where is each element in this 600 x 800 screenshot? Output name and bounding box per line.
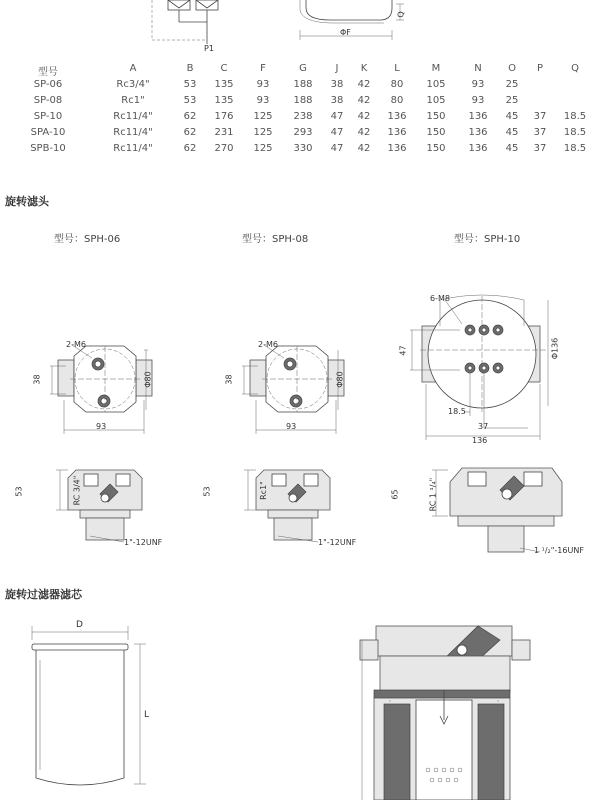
table-cell: 136	[468, 111, 488, 122]
table-cell: 62	[183, 127, 197, 138]
assembly-section-drawing	[360, 626, 530, 800]
table-cell: 45	[505, 143, 519, 154]
table-cell: 37	[533, 127, 547, 138]
thread-label: 1 ¹/₂"-16UNF	[534, 546, 584, 555]
spec-table	[0, 60, 600, 156]
table-cell: 42	[357, 111, 371, 122]
table-cell: 135	[214, 95, 234, 106]
table-cell: SP-06	[33, 79, 63, 90]
table-cell: 135	[214, 79, 234, 90]
thread-label: 1"-12UNF	[124, 538, 163, 547]
width-dimension: 93	[96, 422, 107, 431]
table-cell: 45	[505, 111, 519, 122]
table-cell: 18.5	[563, 143, 587, 154]
table-cell: 47	[330, 111, 344, 122]
table-cell: 150	[426, 111, 446, 122]
height-dimension: 38	[32, 374, 42, 385]
sph10-side-view	[432, 468, 562, 552]
table-cell: 125	[253, 143, 273, 154]
cartridge-diameter-label: D	[76, 620, 83, 630]
model-label-sph10: 型号：SPH-10	[454, 234, 521, 245]
diameter-label-f: ΦF	[340, 28, 351, 37]
table-cell: 188	[293, 95, 313, 106]
table-cell: 37	[533, 143, 547, 154]
diameter-dimension: Φ80	[143, 371, 153, 388]
header-c: C	[220, 63, 228, 74]
header-l: L	[394, 63, 400, 74]
table-cell: 18.5	[563, 111, 587, 122]
model-label-sph08: 型号：SPH-08	[242, 234, 309, 245]
table-cell: 136	[468, 143, 488, 154]
sph08-top-view	[242, 345, 344, 434]
table-cell: 270	[214, 143, 234, 154]
sph06-top-view	[50, 345, 152, 434]
table-cell: 38	[330, 95, 344, 106]
header-g: G	[299, 63, 307, 74]
port-label: RC 3/4"	[72, 475, 82, 506]
table-cell: Rc11/4"	[113, 143, 153, 154]
screw-label: 6-M8	[430, 294, 450, 303]
table-cell: 62	[183, 111, 197, 122]
top-schematic	[152, 0, 218, 44]
offset-dimension-b: 37	[478, 422, 489, 431]
header-m: M	[431, 63, 441, 74]
header-model: 型号	[38, 67, 58, 78]
table-cell: 150	[426, 127, 446, 138]
height-dimension: 38	[224, 374, 234, 385]
table-row	[0, 124, 600, 140]
screw-label: 2-M6	[66, 340, 86, 349]
table-cell: 80	[390, 95, 404, 106]
diameter-dimension: Φ80	[335, 371, 345, 388]
width-dimension: 93	[286, 422, 297, 431]
header-a: A	[129, 63, 137, 74]
table-cell: SP-10	[33, 111, 63, 122]
table-cell: 25	[505, 79, 519, 90]
dimension-label-q: Q	[396, 11, 406, 18]
cartridge-length-label: L	[144, 710, 150, 720]
table-cell: 42	[357, 79, 371, 90]
table-cell: 176	[214, 111, 234, 122]
header-f: F	[260, 63, 266, 74]
table-row	[0, 140, 600, 156]
sph08-side-view	[244, 470, 330, 542]
table-cell: 293	[293, 127, 313, 138]
side-height-dimension: 53	[14, 486, 24, 497]
header-p: P	[536, 63, 544, 74]
table-cell: 93	[256, 95, 270, 106]
thread-label: 1"-12UNF	[318, 538, 357, 547]
table-cell: 45	[505, 127, 519, 138]
header-n: N	[474, 63, 482, 74]
diameter-dimension: Φ136	[550, 337, 560, 360]
table-cell: 80	[390, 79, 404, 90]
table-row	[0, 108, 600, 124]
table-cell: 42	[357, 127, 371, 138]
table-row	[0, 76, 600, 92]
model-label-sph06: 型号：SPH-06	[54, 234, 121, 245]
offset-dimension-a: 18.5	[448, 407, 466, 416]
port-label: RC 1 ¹/₄"	[428, 477, 438, 512]
cartridge-drawing	[32, 626, 146, 785]
header-q: Q	[571, 63, 579, 74]
table-cell: 136	[468, 127, 488, 138]
table-cell: 53	[183, 79, 197, 90]
table-cell: 93	[256, 79, 270, 90]
header-o: O	[508, 63, 516, 74]
port-label: Rc1"	[258, 481, 268, 500]
table-cell: SPA-10	[30, 127, 66, 138]
header-b: B	[186, 63, 194, 74]
table-cell: 37	[533, 111, 547, 122]
header-j: J	[335, 63, 339, 74]
screw-label: 2-M6	[258, 340, 278, 349]
table-cell: 25	[505, 95, 519, 106]
table-cell: 42	[357, 95, 371, 106]
table-cell: 330	[293, 143, 313, 154]
table-row	[0, 92, 600, 108]
table-cell: SP-08	[33, 95, 63, 106]
section-title-cartridge: 旋转过滤器滤芯	[5, 588, 82, 601]
table-cell: 231	[214, 127, 234, 138]
sph06-side-view	[56, 470, 142, 542]
table-cell: 238	[293, 111, 313, 122]
side-height-dimension: 53	[202, 486, 212, 497]
table-cell: 188	[293, 79, 313, 90]
height-dimension: 47	[398, 345, 408, 356]
table-cell: 136	[387, 111, 407, 122]
top-housing-drawing	[300, 0, 404, 40]
sph10-top-view	[410, 295, 548, 440]
table-cell: Rc11/4"	[113, 127, 153, 138]
table-cell: Rc1"	[121, 95, 145, 106]
table-cell: 47	[330, 143, 344, 154]
table-cell: 53	[183, 95, 197, 106]
table-cell: 136	[387, 127, 407, 138]
port-label-p1: P1	[204, 44, 214, 53]
table-cell: 105	[426, 79, 446, 90]
section-title-heads: 旋转滤头	[5, 195, 49, 208]
table-cell: 125	[253, 111, 273, 122]
table-cell: 150	[426, 143, 446, 154]
table-cell: Rc3/4"	[116, 79, 150, 90]
table-cell: 62	[183, 143, 197, 154]
table-cell: Rc11/4"	[113, 111, 153, 122]
table-cell: 93	[471, 95, 485, 106]
table-cell: 105	[426, 95, 446, 106]
table-header-row	[0, 60, 600, 76]
table-cell: 93	[471, 79, 485, 90]
table-cell: 47	[330, 127, 344, 138]
table-cell: 125	[253, 127, 273, 138]
table-cell: 42	[357, 143, 371, 154]
width-dimension: 136	[472, 436, 488, 445]
side-height-dimension: 65	[390, 489, 400, 500]
table-cell: 136	[387, 143, 407, 154]
header-k: K	[360, 63, 368, 74]
table-cell: SPB-10	[30, 143, 66, 154]
table-cell: 38	[330, 79, 344, 90]
table-cell: 18.5	[563, 127, 587, 138]
